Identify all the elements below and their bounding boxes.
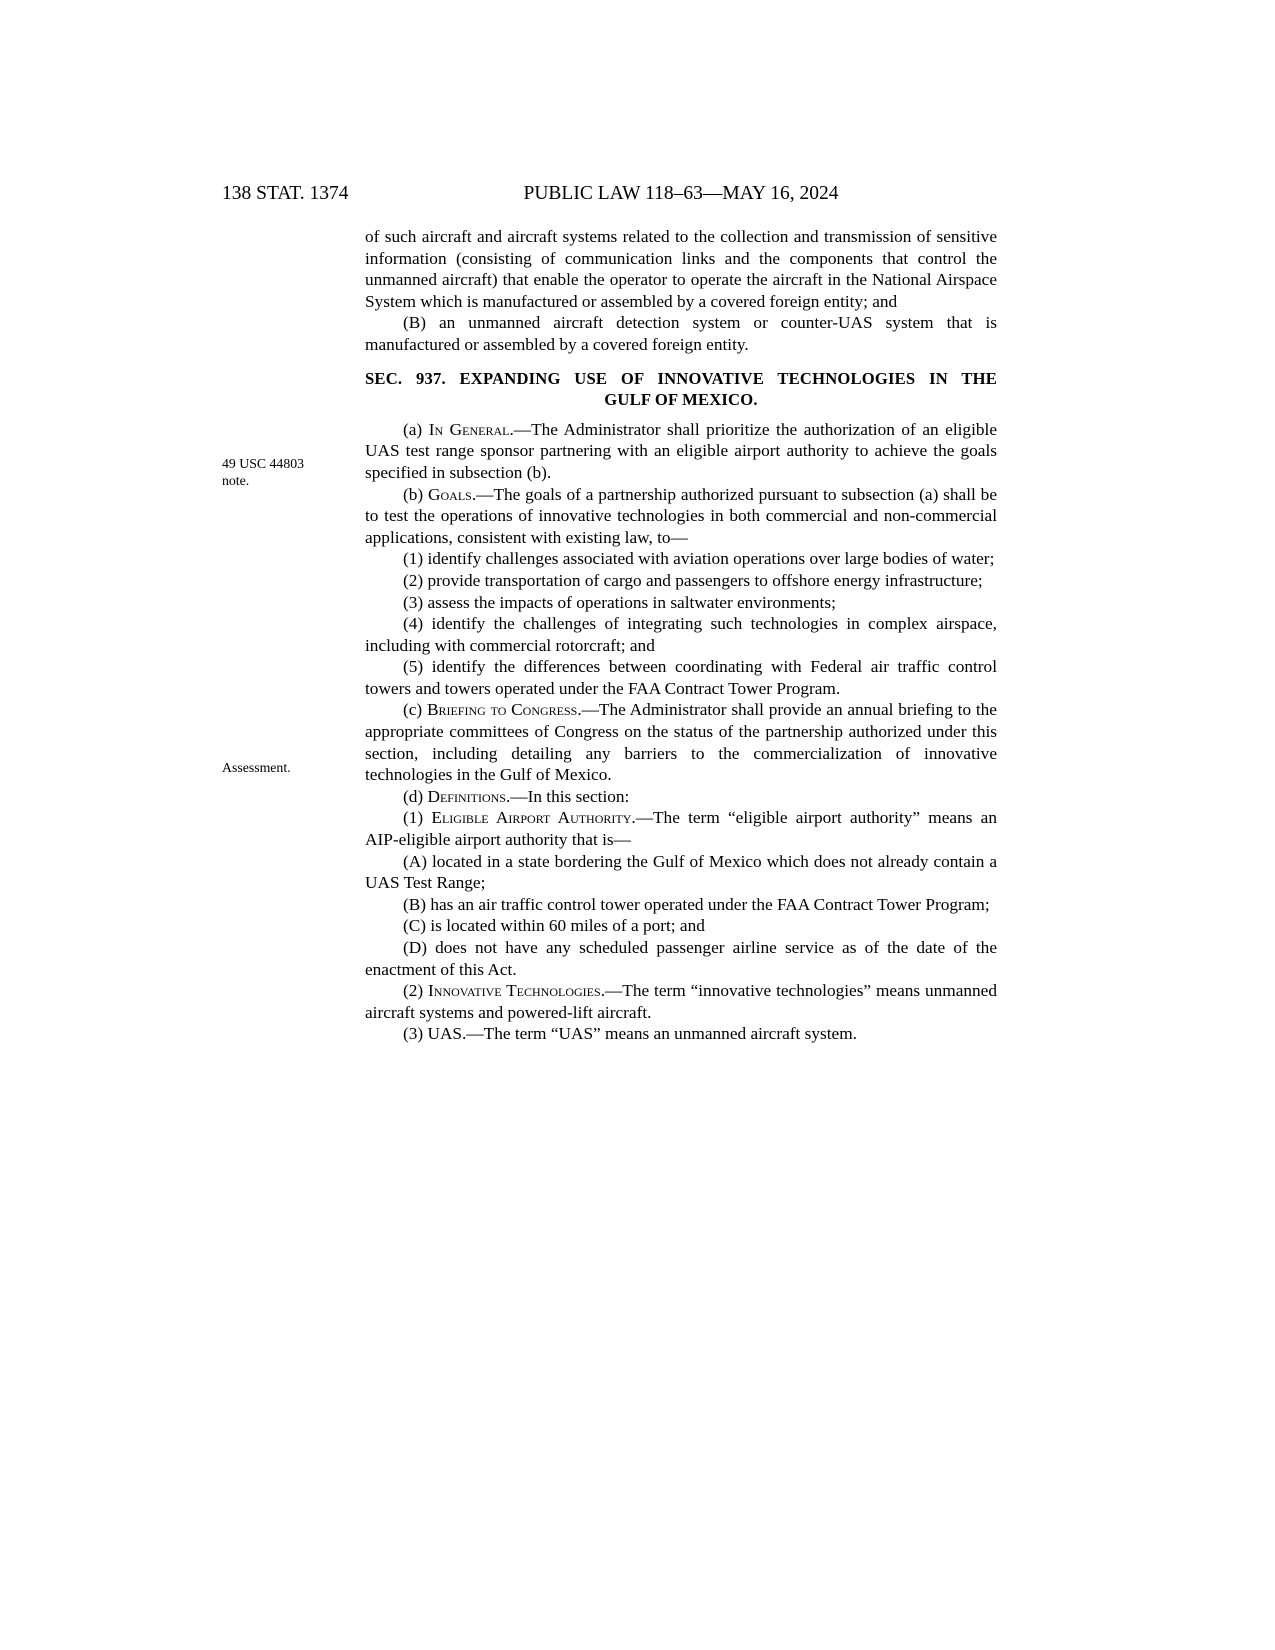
paragraph-text: (4) identify the challenges of integrating such technologies in complex airspace, including with commercial rotorcraft; and — [365, 614, 997, 655]
statute-paragraph — [365, 613, 997, 656]
statute-paragraph — [365, 980, 997, 1023]
paragraph-text: (5) identify the differences between coordinating with Federal air traffic control towers and towers operated under the FAA Contract Tower Program. — [365, 657, 997, 698]
section-heading-line: SEC. 937. EXPANDING USE OF INNOVATIVE TECHNOLOGIES IN THE — [365, 368, 997, 388]
small-caps-term: Definitions — [427, 786, 506, 806]
small-caps-term: Eligible Airport Authority — [431, 808, 632, 828]
paragraph-text: .—The term “eligible airport authority” means an AIP-eligible airport authority that is— — [365, 808, 997, 850]
paragraph-text: (D) does not have any scheduled passenger airline service as of the date of the enactment of this Act. — [365, 938, 997, 979]
statute-paragraph — [365, 312, 997, 355]
statute-paragraph — [365, 851, 997, 894]
paragraph-text: .—The Administrator shall prioritize the authorization of an eligible UAS test range sponsor partnering with an eligible airport authority to achieve the goals specified in subsection (b). — [365, 419, 997, 482]
law-title: PUBLIC LAW 118–63—MAY 16, 2024 — [523, 183, 839, 204]
small-caps-term: Goals — [428, 484, 472, 504]
paragraph-text: (1) identify challenges associated with aviation operations over large bodies of water; — [403, 549, 995, 569]
margin-note-usc: 49 USC 44803 note. — [222, 456, 305, 488]
statute-paragraph — [365, 699, 997, 785]
paragraph-text: (a) — [403, 419, 429, 439]
paragraph-text: (c) — [403, 700, 427, 720]
statute-paragraph — [365, 915, 997, 937]
margin-note-assessment: Assessment. — [222, 760, 291, 775]
statute-paragraph — [365, 894, 997, 916]
paragraph-text: (1) — [403, 808, 432, 828]
statute-paragraph — [365, 786, 997, 808]
statute-paragraph — [365, 484, 997, 549]
paragraph-text: .—In this section: — [505, 786, 630, 806]
paragraph-text: .—The Administrator shall provide an annual briefing to the appropriate committees of Congress on the status of the partnership authorized under this section, including detailing any barriers to the commercialization of innovative technologies in the Gulf of Mexico. — [365, 700, 997, 785]
statute-paragraph — [365, 226, 997, 312]
paragraph-text: (3) assess the impacts of operations in saltwater environments; — [403, 592, 836, 612]
statute-paragraph — [365, 592, 997, 614]
paragraph-text: (A) located in a state bordering the Gulf of Mexico which does not already contain a UAS Test Range; — [365, 851, 997, 893]
statute-paragraph — [365, 1023, 997, 1045]
section-heading — [365, 368, 997, 411]
paragraph-text: (2) — [403, 981, 429, 1001]
statute-body — [365, 226, 997, 1045]
statute-paragraph — [365, 937, 997, 980]
paragraph-text: (2) provide transportation of cargo and passengers to offshore energy infrastructure; — [403, 570, 983, 590]
paragraph-text: (B) an unmanned aircraft detection system or counter-UAS system that is manufactured or assembled by a covered foreign entity. — [365, 313, 997, 354]
paragraph-text: (3) UAS.—The term “UAS” means an unmanned aircraft system. — [403, 1024, 857, 1044]
paragraph-text: (b) — [403, 484, 429, 504]
statute-paragraph — [365, 548, 997, 570]
statute-paragraph — [365, 656, 997, 699]
statute-paragraph — [365, 570, 997, 592]
small-caps-term: Innovative Technologies — [428, 981, 601, 1001]
statute-paragraph — [365, 419, 997, 484]
page-number: 138 STAT. 1374 — [222, 183, 349, 204]
paragraph-text: .—The goals of a partnership authorized pursuant to subsection (a) shall be to test the operations of innovative technologies in both commercial and non-commercial applications, consistent with existing law, to— — [365, 484, 997, 547]
section-heading-line: GULF OF MEXICO. — [604, 390, 758, 410]
paragraph-text: (d) — [403, 786, 428, 806]
small-caps-term: In General — [428, 419, 510, 439]
paragraph-text: of such aircraft and aircraft systems related to the collection and transmission of sensitive information (consisting of communication links and the components that control the unmanned aircraft) that enable the operator to operate the aircraft in the National Airspace System which is manufactured or assembled by a covered foreign entity; and — [365, 227, 997, 311]
paragraph-text: .—The term “innovative technologies” means unmanned aircraft systems and powered-lift aircraft. — [365, 981, 997, 1022]
small-caps-term: Briefing to Congress — [426, 700, 578, 720]
statute-paragraph — [365, 807, 997, 850]
paragraph-text: (C) is located within 60 miles of a port; and — [403, 916, 705, 936]
paragraph-text: (B) has an air traffic control tower operated under the FAA Contract Tower Program; — [403, 894, 990, 914]
